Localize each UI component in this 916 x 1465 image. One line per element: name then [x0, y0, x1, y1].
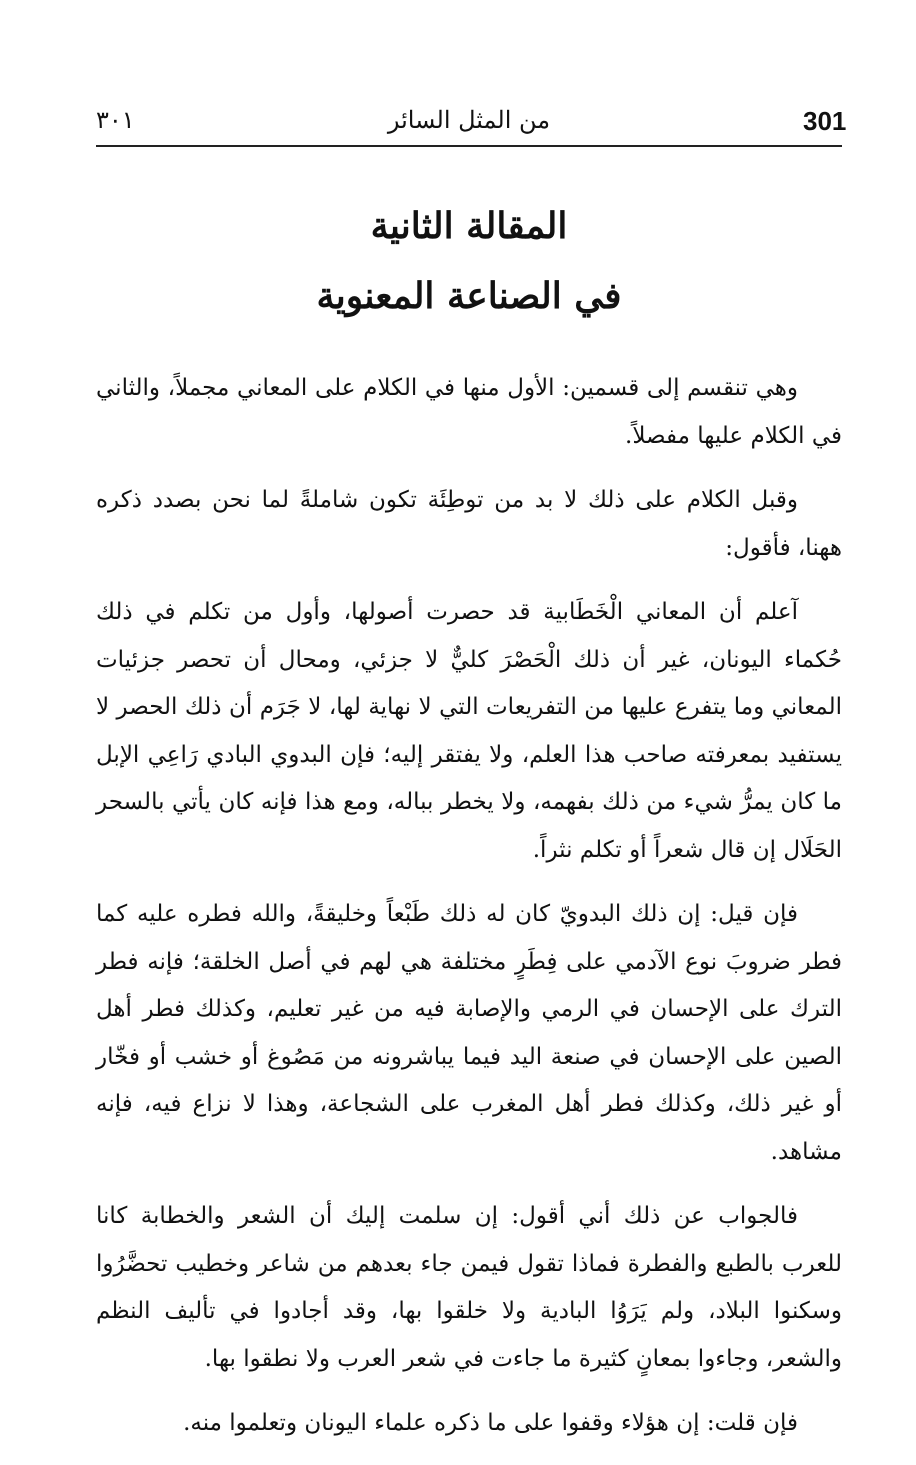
paragraph: فإن قلت: إن هؤلاء وقفوا على ما ذكره علماء اليونان وتعلموا منه. [183, 1410, 798, 1436]
page-header [96, 100, 847, 140]
body-text [96, 365, 842, 1465]
paragraph: فإن قيل: إن ذلك البدويّ كان له ذلك طَبْعاً وخليقةً، والله فطره عليه كما فطر ضروبَ نوع الآدمي على فِطَرٍ مختلفة هي لهم في أصل الخلقة؛ فإنه فطر الترك على الإحسان في الرمي والإصابة فيه من غير تعليم، وكذلك فطر أهل الصين على الإحسان في صنعة اليد فيما يباشرونه من مَصُوغ أو خشب أو فخّار أو غير ذلك، وكذلك فطر أهل المغرب على الشجاعة، وهذا لا نزاع فيه، فإنه مشاهد. [96, 901, 842, 1165]
paragraph: آعلم أن المعاني الْخَطَابية قد حصرت أصولها، وأول من تكلم في ذلك حُكماء اليونان، غير أن ذلك الْحَصْرَ كليٌّ لا جزئي، ومحال أن تحصر جزئيات المعاني وما يتفرع عليها من التفريعات التي لا نهاية لها، لا جَرَم أن ذلك الحصر لا يستفيد بمعرفته صاحب هذا العلم، ولا يفتقر إليه؛ فإن البدوي البادي رَاعِي الإبل ما كان يمرُّ شيء من ذلك بفهمه، ولا يخطر بباله، ومع هذا فإنه كان يأتي بالسحر الحَلَال إن قال شعراً أو تكلم نثراً. [96, 599, 842, 863]
running-title: من المثل السائر [387, 106, 551, 134]
paragraph: وهي تنقسم إلى قسمين: الأول منها في الكلام على المعاني مجملاً، والثاني في الكلام عليها مفصلاً. [96, 375, 842, 449]
chapter-title: المقالة الثانية [370, 205, 568, 247]
page-number-arabic: ٣٠١ [96, 106, 135, 134]
book-page [96, 0, 847, 1436]
header-rule [96, 145, 842, 147]
chapter-subtitle: في الصناعة المعنوية [316, 275, 622, 317]
page-number-latin: 301 [803, 106, 847, 136]
paragraph: فالجواب عن ذلك أني أقول: إن سلمت إليك أن الشعر والخطابة كانا للعرب بالطبع والفطرة فماذا تقول فيمن جاء بعدهم من شاعر وخطيب تحضَّرُوا وسكنوا البلاد، ولم يَرَوُا البادية ولا خلقوا بها، وقد أجادوا في تأليف النظم والشعر، وجاءوا بمعانٍ كثيرة ما جاءت في شعر العرب ولا نطقوا بها. [96, 1203, 842, 1372]
paragraph: وقبل الكلام على ذلك لا بد من توطِئَة تكون شاملةً لما نحن بصدد ذكره ههنا، فأقول: [96, 487, 842, 561]
